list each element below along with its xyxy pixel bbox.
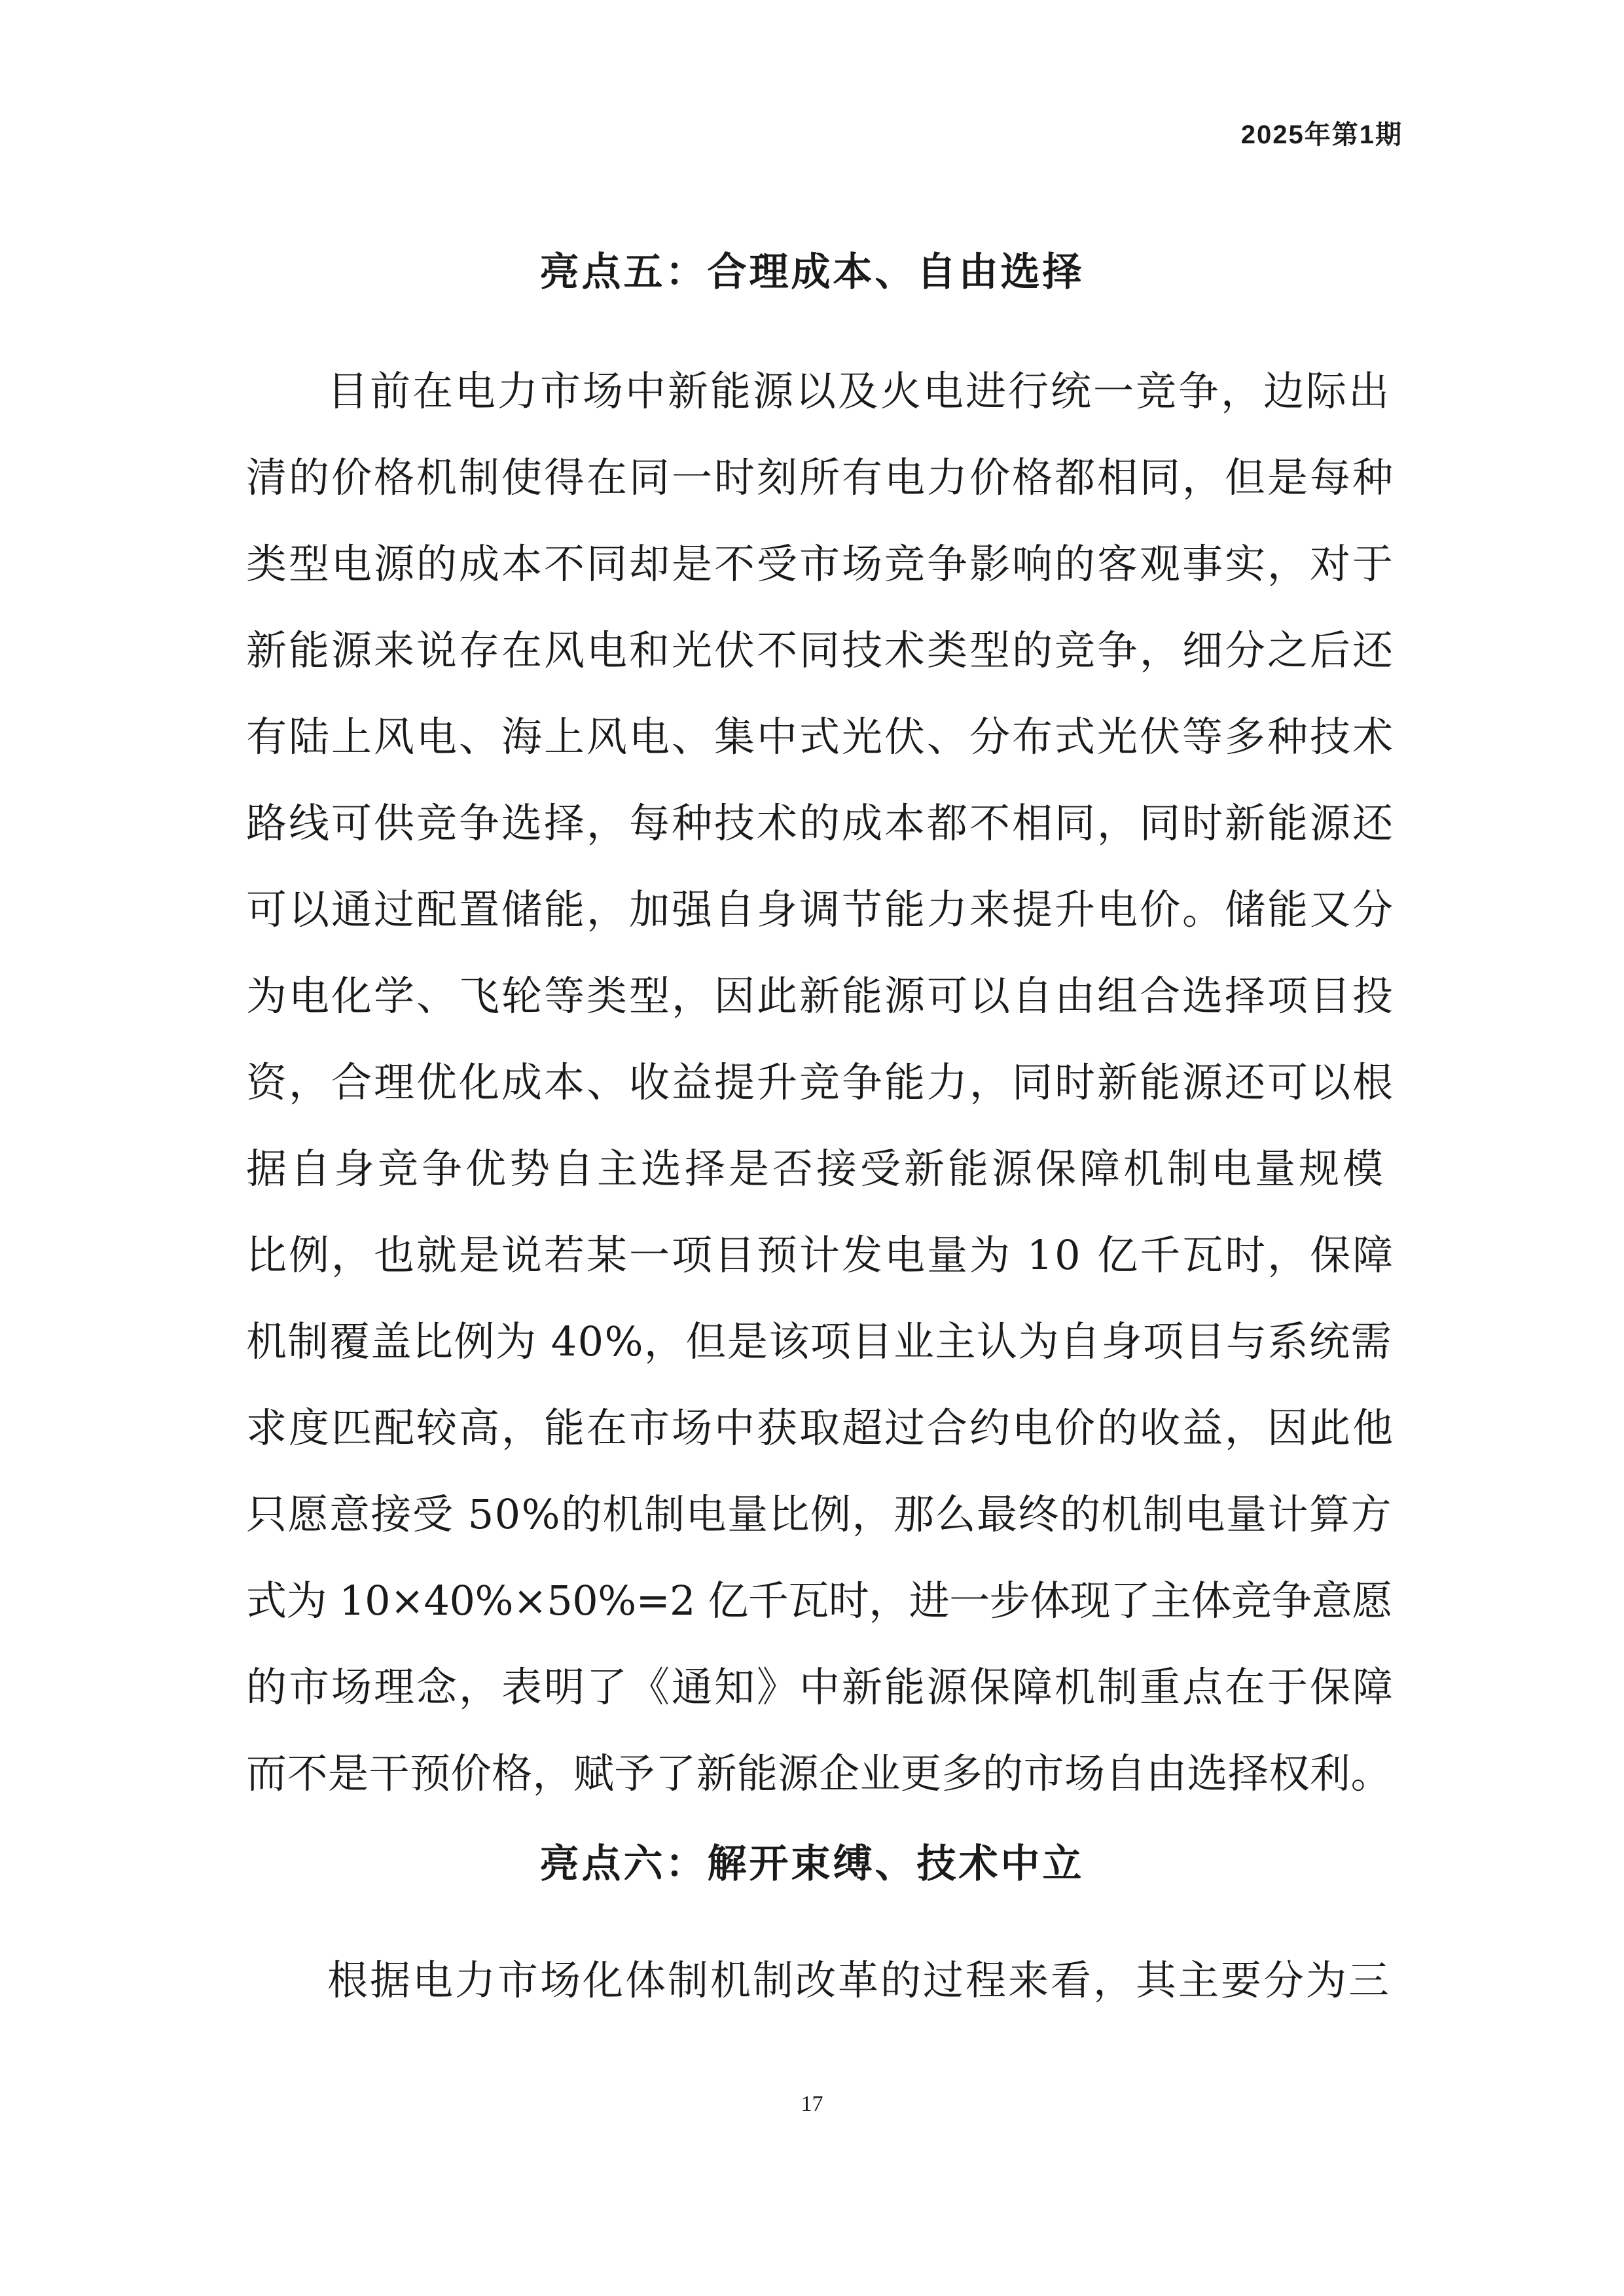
paragraph-line: 新能源来说存在风电和光伏不同技术类型的竞争，细分之后还 bbox=[246, 626, 1396, 674]
paragraph-line: 的市场理念，表明了《通知》中新能源保障机制重点在于保障 bbox=[246, 1663, 1396, 1711]
paragraph-line: 而不是干预价格，赋予了新能源企业更多的市场自由选择权利。 bbox=[246, 1749, 1392, 1797]
paragraph-line: 机制覆盖比例为 40%，但是该项目业主认为自身项目与系统需 bbox=[246, 1318, 1393, 1365]
paragraph-line: 有陆上风电、海上风电、集中式光伏、分布式光伏等多种技术 bbox=[246, 713, 1396, 761]
page-number: 17 bbox=[801, 2092, 823, 2116]
paragraph-line: 据自身竞争优势自主选择是否接受新能源保障机制电量规模 bbox=[246, 1145, 1387, 1193]
paragraph-line: 式为 10×40%×50%=2 亿千瓦时，进一步体现了主体竞争意愿 bbox=[246, 1577, 1392, 1624]
paragraph-line: 可以通过配置储能，加强自身调节能力来提升电价。储能又分 bbox=[246, 886, 1396, 933]
paragraph-line: 类型电源的成本不同却是不受市场竞争影响的客观事实，对于 bbox=[246, 540, 1396, 588]
paragraph-line: 求度匹配较高，能在市场中获取超过合约电价的收益，因此他 bbox=[246, 1404, 1396, 1452]
paragraph-line: 比例，也就是说若某一项目预计发电量为 10 亿千瓦时，保障 bbox=[246, 1231, 1396, 1279]
section-heading-5: 亮点五：合理成本、自由选择 bbox=[539, 249, 1085, 295]
section-heading-6: 亮点六：解开束缚、技术中立 bbox=[539, 1841, 1085, 1887]
paragraph-line: 清的价格机制使得在同一时刻所有电力价格都相同，但是每种 bbox=[246, 454, 1396, 501]
paragraph-line: 路线可供竞争选择，每种技术的成本都不相同，同时新能源还 bbox=[246, 799, 1396, 847]
paragraph-line: 只愿意接受 50%的机制电量比例，那么最终的机制电量计算方 bbox=[246, 1490, 1393, 1538]
issue-label: 2025年第1期 bbox=[1240, 120, 1403, 149]
paragraph-line: 根据电力市场化体制机制改革的过程来看，其主要分为三 bbox=[327, 1956, 1392, 2004]
paragraph-line: 资，合理优化成本、收益提升竞争能力，同时新能源还可以根 bbox=[246, 1058, 1396, 1106]
paragraph-line: 为电化学、飞轮等类型，因此新能源可以自由组合选择项目投 bbox=[246, 972, 1396, 1020]
paragraph-line: 目前在电力市场中新能源以及火电进行统一竞争，边际出 bbox=[327, 367, 1392, 415]
